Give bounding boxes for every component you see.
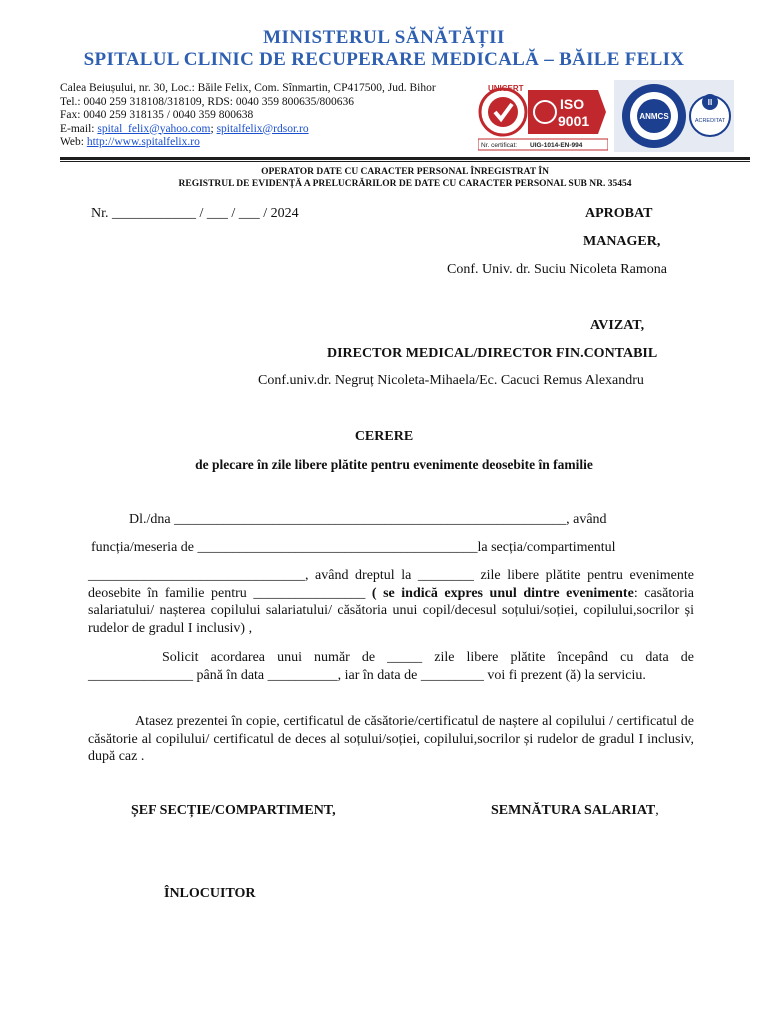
replacement-label: ÎNLOCUITOR: [164, 886, 256, 901]
manager-name: Conf. Univ. dr. Suciu Nicoleta Ramona: [447, 262, 667, 277]
anmcs-text: ANMCS: [639, 112, 669, 121]
anmcs-acreditat: ACREDITAT: [694, 118, 726, 124]
fax-line: Fax: 0040 259 318135 / 0040 359 800638: [60, 109, 254, 121]
address-line: Calea Beiușului, nr. 30, Loc.: Băile Felix, Com. Sînmartin, CP417500, Jud. Bihor: [60, 82, 436, 94]
attachments-paragraph: Atasez prezentei în copie, certificatul de căsătorie/certificatul de naștere al copilului / certificatul de căsătorie al copilului/ certificatul de deces al soțului/soției, copilului,socrilor și rudelor de gradul I inclusiv, după caz .: [88, 714, 694, 764]
employee-signature: [491, 803, 659, 819]
operator-line-1: OPERATOR DATE CU CARACTER PERSONAL ÎNREGISTRAT ÎN: [261, 167, 549, 177]
operator-line-2: REGISTRUL DE EVIDENȚĂ A PRELUCRĂRILOR DE DATE CU CARACTER PERSONAL SUB NR. 35454: [178, 179, 632, 189]
header-divider: [60, 157, 750, 160]
anmcs-level: II: [707, 98, 713, 107]
director-title: DIRECTOR MEDICAL/DIRECTOR FIN.CONTABIL: [327, 346, 658, 361]
request-bold-note: ( se indică expres unul dintre evenimente: [371, 585, 634, 601]
web-label: Web:: [60, 136, 87, 148]
email-label: E-mail:: [60, 122, 98, 135]
iso-text: ISO: [560, 96, 585, 112]
cert-label: Nr. certificat:: [481, 142, 518, 149]
cert-number: UIG-1014-EN-994: [530, 142, 583, 149]
anmcs-graphic: [614, 80, 734, 152]
employee-signature-comma: ,: [655, 803, 659, 818]
hospital-title: SPITALUL CLINIC DE RECUPERARE MEDICALĂ – BĂILE FELIX: [83, 49, 685, 70]
days-paragraph: Solicit acordarea unui număr de _____ zile libere plătite începând cu data de _______________ până în data __________, iar în data de _________ voi fi prezent (ă) la serviciu.: [88, 650, 694, 683]
employee-signature-label: SEMNĂTURA SALARIAT: [491, 803, 656, 818]
request-text-start: _______________________________, având dreptul la ________ zile libere plătite pentru evenimente deosebite în familie pentru ________________: [88, 568, 694, 601]
email-separator: ;: [210, 122, 217, 135]
request-text-end: : casătoria salariatului/ nașterea copilului salariatului/ căsătoria unui copil/decesul soțului/soției, copilului,socrilor și rudelor de gradul I inclusiv) ,: [88, 585, 694, 636]
tel-line: Tel.: 0040 259 318108/318109, RDS: 0040 359 800635/800636: [60, 95, 355, 108]
applicant-name-line: Dl./dna ________________________________________________________, având: [129, 512, 607, 527]
email-line: [60, 123, 436, 137]
anmcs-logo: [614, 80, 734, 152]
unicert-iso-logo: [478, 82, 608, 152]
web-line: [60, 136, 436, 150]
manager-label: MANAGER,: [583, 234, 661, 249]
director-names: Conf.univ.dr. Negruț Nicoleta-Mihaela/Ec. Cacuci Remus Alexandru: [258, 373, 644, 388]
unicert-text: UNICERT: [488, 84, 524, 93]
function-line: funcția/meseria de ________________________________________la secția/compartimentul: [91, 540, 616, 555]
request-paragraph: [88, 567, 694, 637]
contact-block: [60, 82, 436, 150]
unicert-iso-graphic: [478, 82, 608, 152]
registration-number: Nr. ____________ / ___ / ___ / 2024: [91, 206, 299, 221]
email-link-rdsor[interactable]: spitalfelix@rdsor.ro: [216, 122, 309, 135]
iso-number: 9001: [558, 113, 590, 129]
document-subtitle: de plecare în zile libere plătite pentru evenimente deosebite în familie: [195, 457, 593, 472]
ministry-title: MINISTERUL SĂNĂTĂȚII: [263, 27, 505, 48]
approved-label: APROBAT: [585, 206, 653, 221]
endorsed-label: AVIZAT,: [590, 318, 645, 333]
web-link[interactable]: http://www.spitalfelix.ro: [86, 136, 200, 148]
header-divider-thin: [60, 161, 750, 162]
document-title: CERERE: [354, 429, 414, 444]
email-link-yahoo[interactable]: spital_felix@yahoo.com: [97, 122, 211, 135]
section-head-signature: ȘEF SECȚIE/COMPARTIMENT,: [131, 803, 336, 818]
